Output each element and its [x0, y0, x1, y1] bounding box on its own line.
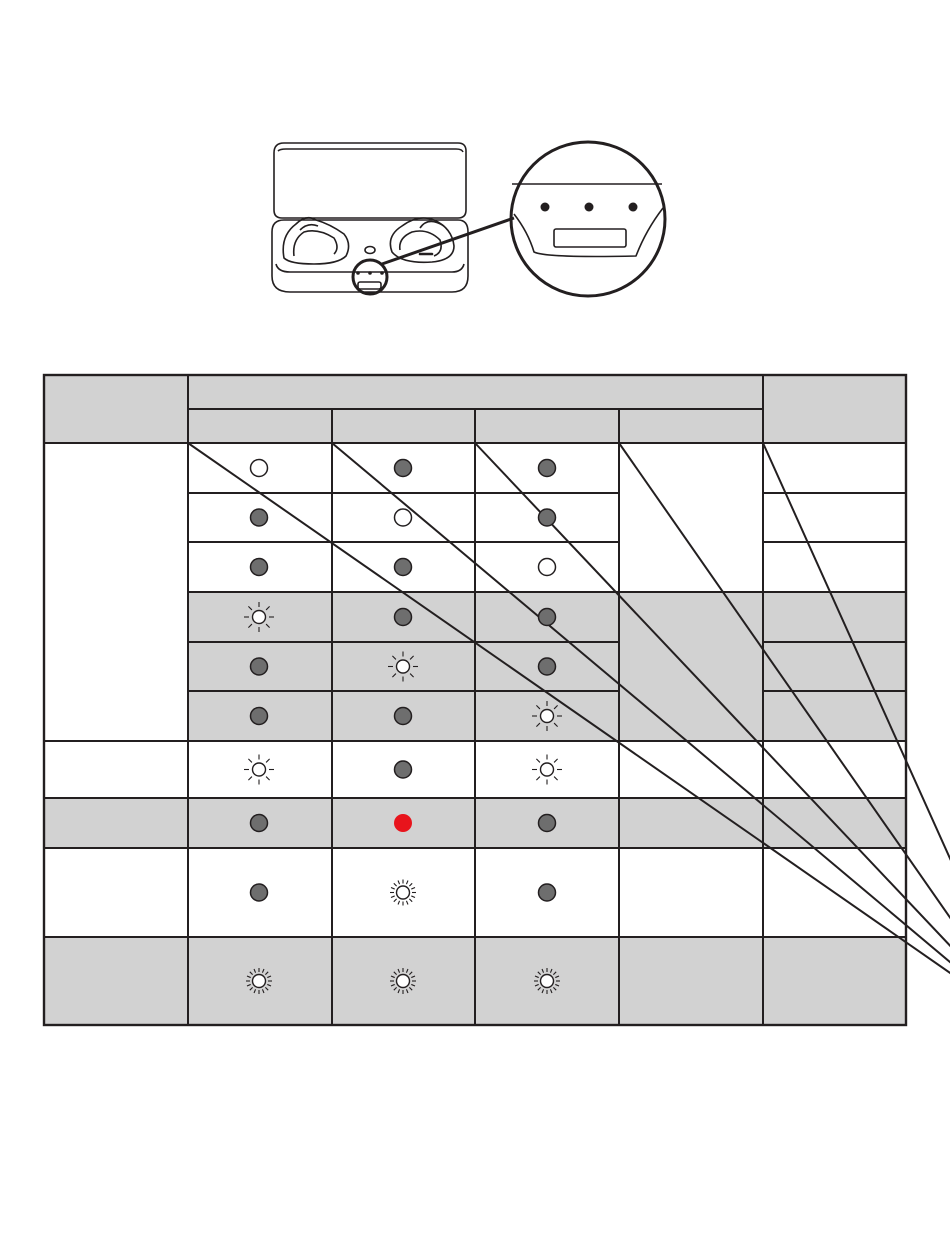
led-off-icon: [251, 658, 268, 675]
led-pulse-icon: [246, 968, 272, 994]
row-shade: [763, 937, 906, 1025]
led-pulse-icon: [534, 968, 560, 994]
led-off-icon: [539, 884, 556, 901]
led-blink-icon: [388, 652, 418, 682]
led-pulse-icon: [390, 968, 416, 994]
led-white-icon: [539, 559, 556, 576]
merged-shade: [619, 592, 763, 741]
led-off-icon: [251, 708, 268, 725]
led-red-icon: [394, 814, 412, 832]
led-blink-icon: [532, 755, 562, 785]
led-off-icon: [539, 658, 556, 675]
led-white-icon: [395, 509, 412, 526]
row-shade: [763, 642, 906, 691]
merged-shade: [619, 937, 763, 1025]
led-blink-icon: [244, 602, 274, 632]
led-off-icon: [251, 559, 268, 576]
led-off-icon: [395, 460, 412, 477]
led-off-icon: [395, 609, 412, 626]
led-off-icon: [251, 884, 268, 901]
led-off-icon: [539, 460, 556, 477]
row-label-shade: [44, 937, 188, 1025]
merged-shade: [619, 798, 763, 848]
led-off-icon: [395, 708, 412, 725]
led-off-icon: [539, 509, 556, 526]
led-off-icon: [539, 609, 556, 626]
led-blink-icon: [532, 701, 562, 731]
led-off-icon: [251, 815, 268, 832]
led-off-icon: [395, 559, 412, 576]
led-blink-icon: [244, 755, 274, 785]
led-pulse-icon: [390, 880, 416, 906]
led-off-icon: [539, 815, 556, 832]
led-off-icon: [395, 761, 412, 778]
led-white-icon: [251, 460, 268, 477]
led-off-icon: [251, 509, 268, 526]
row-label-shade: [44, 798, 188, 848]
row-shade: [763, 691, 906, 741]
